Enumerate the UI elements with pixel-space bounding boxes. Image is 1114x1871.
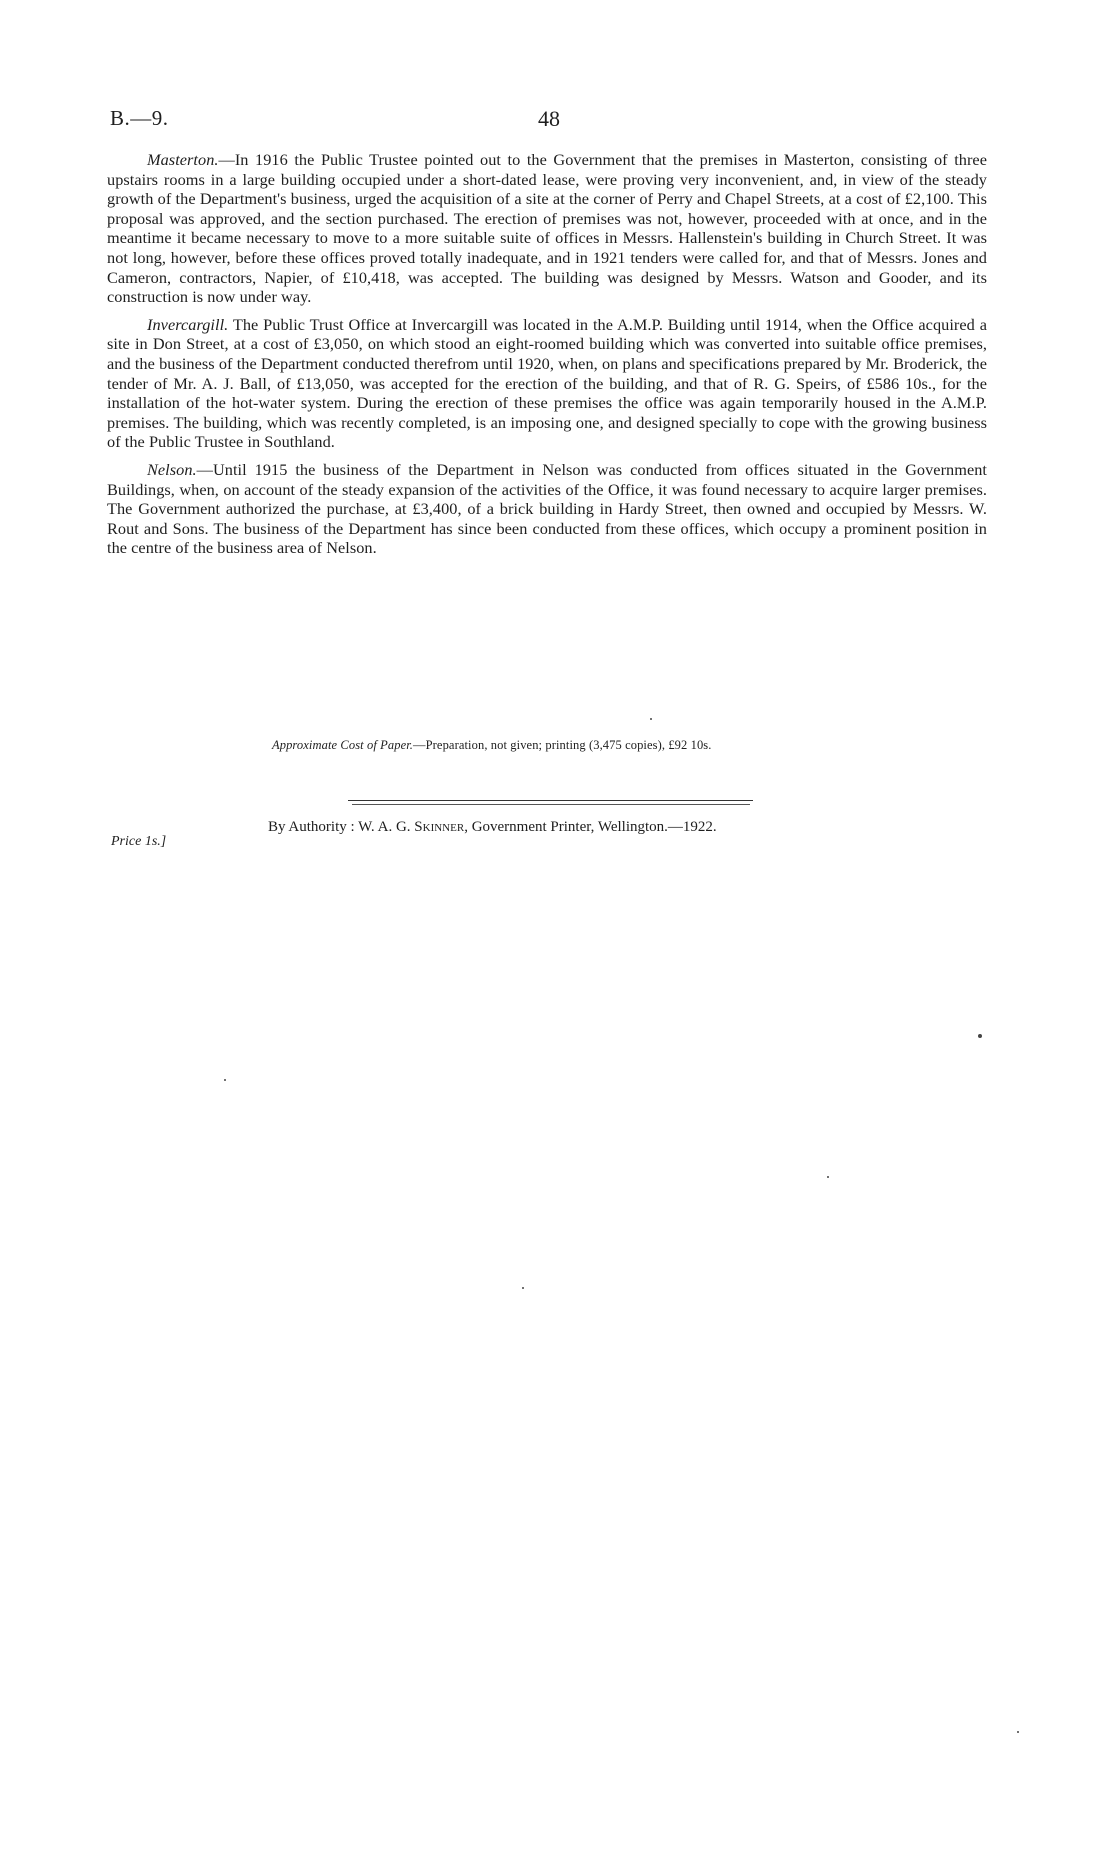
section-heading: Invercargill.	[147, 314, 229, 334]
cost-note	[272, 738, 711, 753]
section-heading: Nelson.	[147, 459, 197, 479]
scan-speck	[650, 718, 652, 720]
page-ref: B.—9.	[110, 106, 169, 130]
authority-prefix: By Authority : W. A. G.	[268, 819, 415, 835]
scan-speck	[224, 1079, 226, 1081]
body-text	[107, 150, 987, 566]
page-number: 48	[538, 106, 560, 131]
scan-speck	[978, 1034, 982, 1038]
scan-speck	[1017, 1731, 1019, 1733]
section-invercargill	[107, 315, 987, 452]
section-heading: Masterton.	[147, 150, 219, 169]
scan-speck	[827, 1176, 829, 1178]
footer-rule	[352, 804, 750, 805]
price: Price 1s.]	[111, 834, 167, 849]
section-nelson	[107, 460, 987, 558]
footer-rule	[348, 800, 753, 801]
section-masterton	[107, 150, 987, 307]
authority-suffix: , Government Printer, Wellington.—1922.	[464, 819, 717, 835]
cost-note-text: —Preparation, not given; printing (3,475 copies), £92 10s.	[413, 738, 712, 752]
authority-line	[268, 819, 717, 836]
cost-note-label: Approximate Cost of Paper.	[272, 738, 414, 752]
section-text: —Until 1915 the business of the Department in Nelson was conducted from offices situated in the Government Buildings, when, on account of the steady expansion of the activities of the Office, it was found necessary to acquire larger premises. The Government authorized the purchase, at £3,400, of a brick building in Hardy Street, then owned and occupied by Messrs. W. Rout and Sons. The business of the Department has since been conducted from these offices, which occupy a prominent position in the centre of the business area of Nelson.	[107, 459, 987, 558]
scan-speck	[522, 1287, 524, 1289]
section-text: —In 1916 the Public Trustee pointed out to the Government that the premises in Masterton, consisting of three upstairs rooms in a large building occupied under a short-dated lease, were proving very inconvenient, and, in view of the steady growth of the Department's business, urged the acquisition of a site at the corner of Perry and Chapel Streets, at a cost of £2,100. This proposal was approved, and the section purchased. The erection of premises was not, however, proceeded with at once, and in the meantime it became necessary to move to a more suitable suite of offices in Messrs. Hallenstein's building in Church Street. It was not long, however, before these offices proved totally inadequate, and in 1921 tenders were called for, and that of Messrs. Jones and Cameron, contractors, Napier, of £10,418, was accepted. The building was designed by Messrs. Watson and Gooder, and its construction is now under way.	[107, 150, 987, 307]
printer-name: Skinner	[414, 819, 465, 835]
section-text: The Public Trust Office at Invercargill was located in the A.M.P. Building until 1914, when the Office acquired a site in Don Street, at a cost of £3,050, on which stood an eight-roomed building which was converted into suitable office premises, and the business of the Department conducted therefrom until 1920, when, on plans and specifications prepared by Mr. Broderick, the tender of Mr. A. J. Ball, of £13,050, was accepted for the erection of the building, and that of R. G. Speirs, of £586 10s., for the installation of the hot-water system. During the erection of these premises the office was again temporarily housed in the A.M.P. premises. The building, which was recently completed, is an imposing one, and designed specially to cope with the growing business of the Public Trustee in Southland.	[107, 314, 987, 452]
